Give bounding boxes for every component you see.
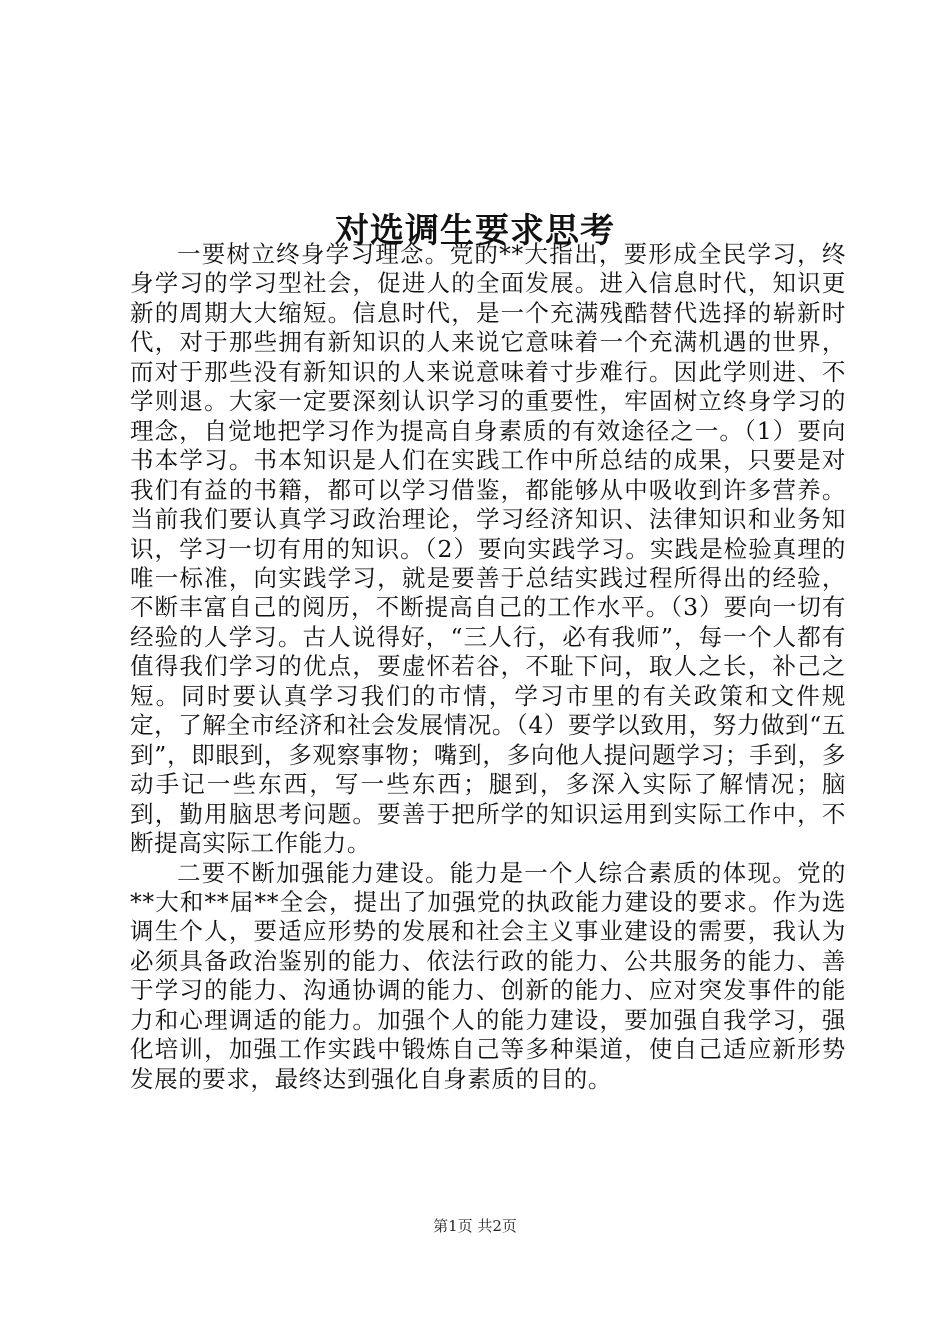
- paragraph-lifelong-learning: 一要树立终身学习理念。党的**大指出，要形成全民学习，终身学习的学习型社会，促进人的全面发展。进入信息时代，知识更新的周期大大缩短。信息时代，是一个充满残酷替代选择的崭新时代，对于那些拥有新知识的人来说它意味着一个充满机遇的世界，而对于那些没有新知识的人来说意味着寸步难行。因此学则进、不学则退。大家一定要深刻认识学习的重要性，牢固树立终身学习的理念，自觉地把学习作为提高自身素质的有效途径之一。（1）要向书本学习。书本知识是人们在实践工作中所总结的成果，只要是对我们有益的书籍，都可以学习借鉴，都能够从中吸收到许多营养。当前我们要认真学习政治理论，学习经济知识、法律知识和业务知识，学习一切有用的知识。（2）要向实践学习。实践是检验真理的唯一标准，向实践学习，就是要善于总结实践过程所得出的经验，不断丰富自己的阅历，不断提高自己的工作水平。（3）要向一切有经验的人学习。古人说得好，“三人行，必有我师”，每一个人都有值得我们学习的优点，要虚怀若谷，不耻下问，取人之长，补己之短。同时要认真学习我们的市情，学习市里的有关政策和文件规定，了解全市经济和社会发展情况。（4）要学以致用，努力做到“五到”，即眼到，多观察事物；嘴到，多向他人提问题学习；手到，多动手记一些东西，写一些东西；腿到，多深入实际了解情况；脑到，勤用脑思考问题。要善于把所学的知识运用到实际工作中，不断提高实际工作能力。: [130, 240, 846, 858]
- document-title: 对选调生要求思考: [335, 210, 615, 251]
- page-number-footer: 第1页 共2页: [433, 1217, 517, 1235]
- paragraph-capacity-building: 二要不断加强能力建设。能力是一个人综合素质的体现。党的**大和**届**全会，提出了加强党的执政能力建设的要求。作为选调生个人，要适应形势的发展和社会主义事业建设的需要，我认为必须具备政治鉴别的能力、依法行政的能力、公共服务的能力、善于学习的能力、沟通协调的能力、创新的能力、应对突发事件的能力和心理调适的能力。加强个人的能力建设，要加强自我学习，强化培训，加强工作实践中锻炼自己等多种渠道，使自己适应新形势发展的要求，最终达到强化自身素质的目的。: [130, 858, 846, 1093]
- document-body: [130, 240, 846, 1094]
